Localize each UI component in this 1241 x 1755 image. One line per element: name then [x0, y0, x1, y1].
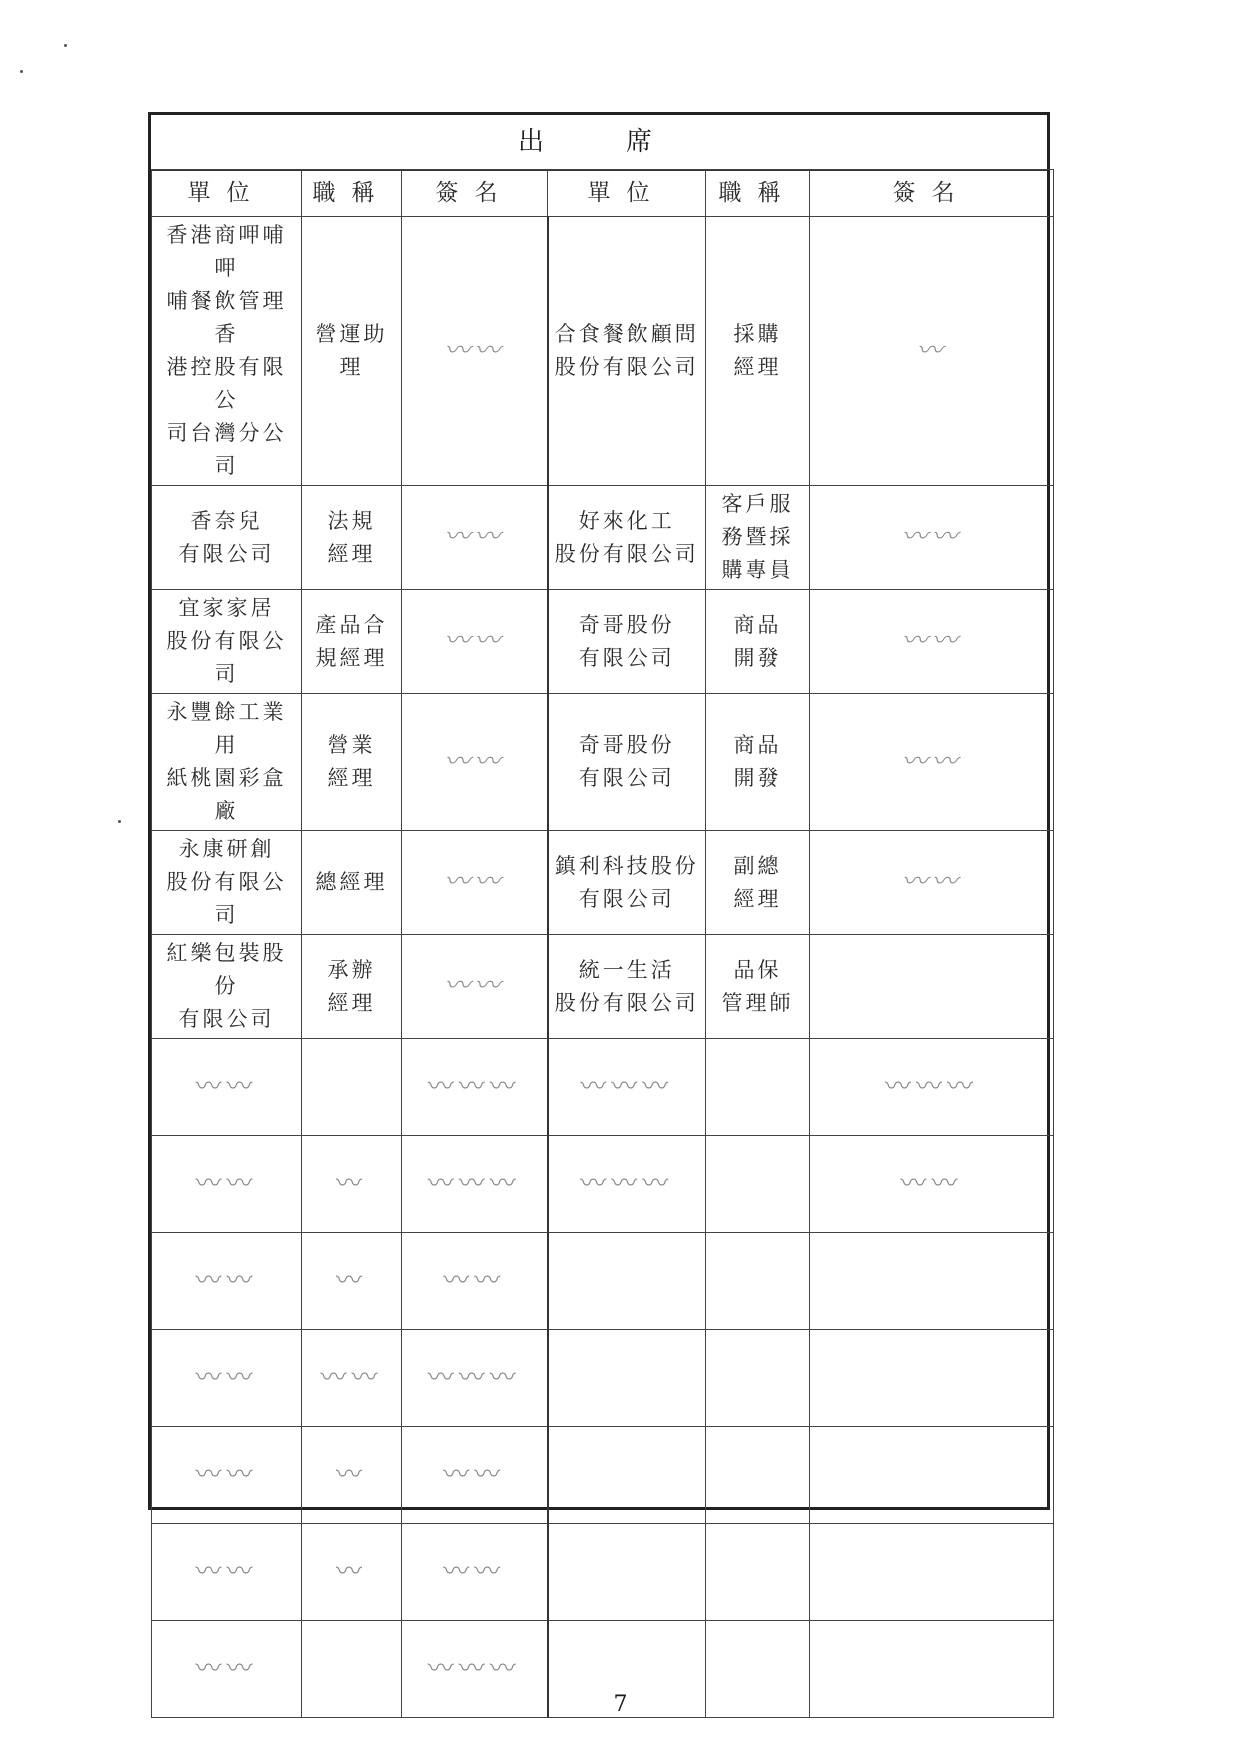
title-cell: 營業 經理	[302, 694, 402, 831]
header-row	[152, 170, 1054, 217]
attendance-title: 出 席	[151, 115, 1047, 171]
empty-cell	[548, 1427, 706, 1524]
handwritten-unit-cell: 〰〰	[152, 1524, 302, 1621]
title-cell: 品保 管理師	[706, 935, 810, 1039]
unit-cell: 鎮利科技股份 有限公司	[548, 831, 706, 935]
title-cell: 營運助 理	[302, 217, 402, 486]
title-cell: 承辦 經理	[302, 935, 402, 1039]
signature-cell: 〰〰	[402, 831, 548, 935]
empty-cell	[810, 1524, 1054, 1621]
col-header-unit-left: 單位	[152, 170, 302, 217]
title-cell: 商品 開發	[706, 694, 810, 831]
unit-cell: 香港商呷哺呷 哺餐飲管理香 港控股有限公 司台灣分公司	[152, 217, 302, 486]
signature-cell: 〰〰	[402, 590, 548, 694]
handwritten-unit-cell: 〰〰	[152, 1136, 302, 1233]
table-row	[152, 1233, 1054, 1330]
handwritten-signature-cell: 〰〰〰	[402, 1136, 548, 1233]
title-cell: 副總 經理	[706, 831, 810, 935]
table-row	[152, 590, 1054, 694]
handwritten-unit-cell: 〰〰〰	[548, 1136, 706, 1233]
attendance-sheet	[148, 112, 1050, 1684]
handwritten-unit-cell: 〰〰	[152, 1427, 302, 1524]
handwritten-unit-cell: 〰〰〰	[548, 1039, 706, 1136]
col-header-title-right: 職稱	[706, 170, 810, 217]
handwritten-title-cell	[706, 1136, 810, 1233]
unit-cell: 永豐餘工業用 紙桃園彩盒廠	[152, 694, 302, 831]
signature-cell: 〰	[810, 217, 1054, 486]
empty-cell	[810, 1330, 1054, 1427]
title-cell: 商品 開發	[706, 590, 810, 694]
table-row	[152, 1039, 1054, 1136]
empty-cell	[548, 1524, 706, 1621]
empty-cell	[706, 1330, 810, 1427]
title-cell: 採購 經理	[706, 217, 810, 486]
handwritten-title-cell: 〰〰	[302, 1330, 402, 1427]
handwritten-unit-cell: 〰〰	[152, 1621, 302, 1718]
handwritten-signature-cell: 〰〰〰	[402, 1330, 548, 1427]
table-row	[152, 486, 1054, 590]
table-row	[152, 1330, 1054, 1427]
signature-cell: 〰〰	[402, 694, 548, 831]
table-row	[152, 217, 1054, 486]
unit-cell: 奇哥股份 有限公司	[548, 590, 706, 694]
unit-cell: 宜家家居 股份有限公司	[152, 590, 302, 694]
handwritten-unit-cell: 〰〰	[152, 1330, 302, 1427]
handwritten-title-cell: 〰	[302, 1524, 402, 1621]
handwritten-signature-cell: 〰〰	[402, 1427, 548, 1524]
title-cell: 法規 經理	[302, 486, 402, 590]
table-row	[152, 694, 1054, 831]
signature-cell: 〰〰	[402, 217, 548, 486]
empty-cell	[810, 1233, 1054, 1330]
empty-cell	[548, 1330, 706, 1427]
signature-cell: 〰〰	[810, 831, 1054, 935]
handwritten-signature-cell: 〰〰	[402, 1233, 548, 1330]
table-row	[152, 1427, 1054, 1524]
handwritten-signature-cell: 〰〰	[810, 1136, 1054, 1233]
unit-cell: 統一生活 股份有限公司	[548, 935, 706, 1039]
empty-cell	[706, 1427, 810, 1524]
unit-cell: 紅樂包裝股份 有限公司	[152, 935, 302, 1039]
unit-cell: 奇哥股份 有限公司	[548, 694, 706, 831]
empty-cell	[706, 1233, 810, 1330]
page-number: 7	[613, 1692, 628, 1717]
empty-cell	[706, 1524, 810, 1621]
handwritten-title-cell	[706, 1039, 810, 1136]
table-row	[152, 1524, 1054, 1621]
signature-cell: 〰〰	[810, 486, 1054, 590]
handwritten-title-cell	[302, 1039, 402, 1136]
signature-cell	[810, 935, 1054, 1039]
empty-cell	[548, 1233, 706, 1330]
title-cell: 客戶服 務暨採 購專員	[706, 486, 810, 590]
col-header-unit-right: 單位	[548, 170, 706, 217]
signature-cell: 〰〰	[402, 486, 548, 590]
handwritten-title-cell: 〰	[302, 1136, 402, 1233]
title-cell: 產品合 規經理	[302, 590, 402, 694]
col-header-signature-left: 簽名	[402, 170, 548, 217]
signature-cell: 〰〰	[810, 694, 1054, 831]
handwritten-signature-cell: 〰〰〰	[402, 1621, 548, 1718]
table-row	[152, 831, 1054, 935]
handwritten-title-cell: 〰	[302, 1233, 402, 1330]
handwritten-signature-cell: 〰〰〰	[810, 1039, 1054, 1136]
attendance-table	[151, 169, 1054, 1718]
title-cell: 總經理	[302, 831, 402, 935]
signature-cell: 〰〰	[402, 935, 548, 1039]
handwritten-title-cell: 〰	[302, 1427, 402, 1524]
handwritten-unit-cell: 〰〰	[152, 1039, 302, 1136]
empty-cell	[810, 1427, 1054, 1524]
unit-cell: 合食餐飲顧問 股份有限公司	[548, 217, 706, 486]
table-row	[152, 935, 1054, 1039]
scan-speck	[64, 44, 67, 47]
col-header-signature-right: 簽名	[810, 170, 1054, 217]
handwritten-signature-cell: 〰〰	[402, 1524, 548, 1621]
handwritten-signature-cell: 〰〰〰	[402, 1039, 548, 1136]
unit-cell: 好來化工 股份有限公司	[548, 486, 706, 590]
signature-cell: 〰〰	[810, 590, 1054, 694]
scan-speck	[20, 70, 23, 73]
col-header-title-left: 職稱	[302, 170, 402, 217]
unit-cell: 香奈兒 有限公司	[152, 486, 302, 590]
unit-cell: 永康研創 股份有限公司	[152, 831, 302, 935]
table-row	[152, 1136, 1054, 1233]
scan-speck	[118, 820, 121, 823]
handwritten-unit-cell: 〰〰	[152, 1233, 302, 1330]
